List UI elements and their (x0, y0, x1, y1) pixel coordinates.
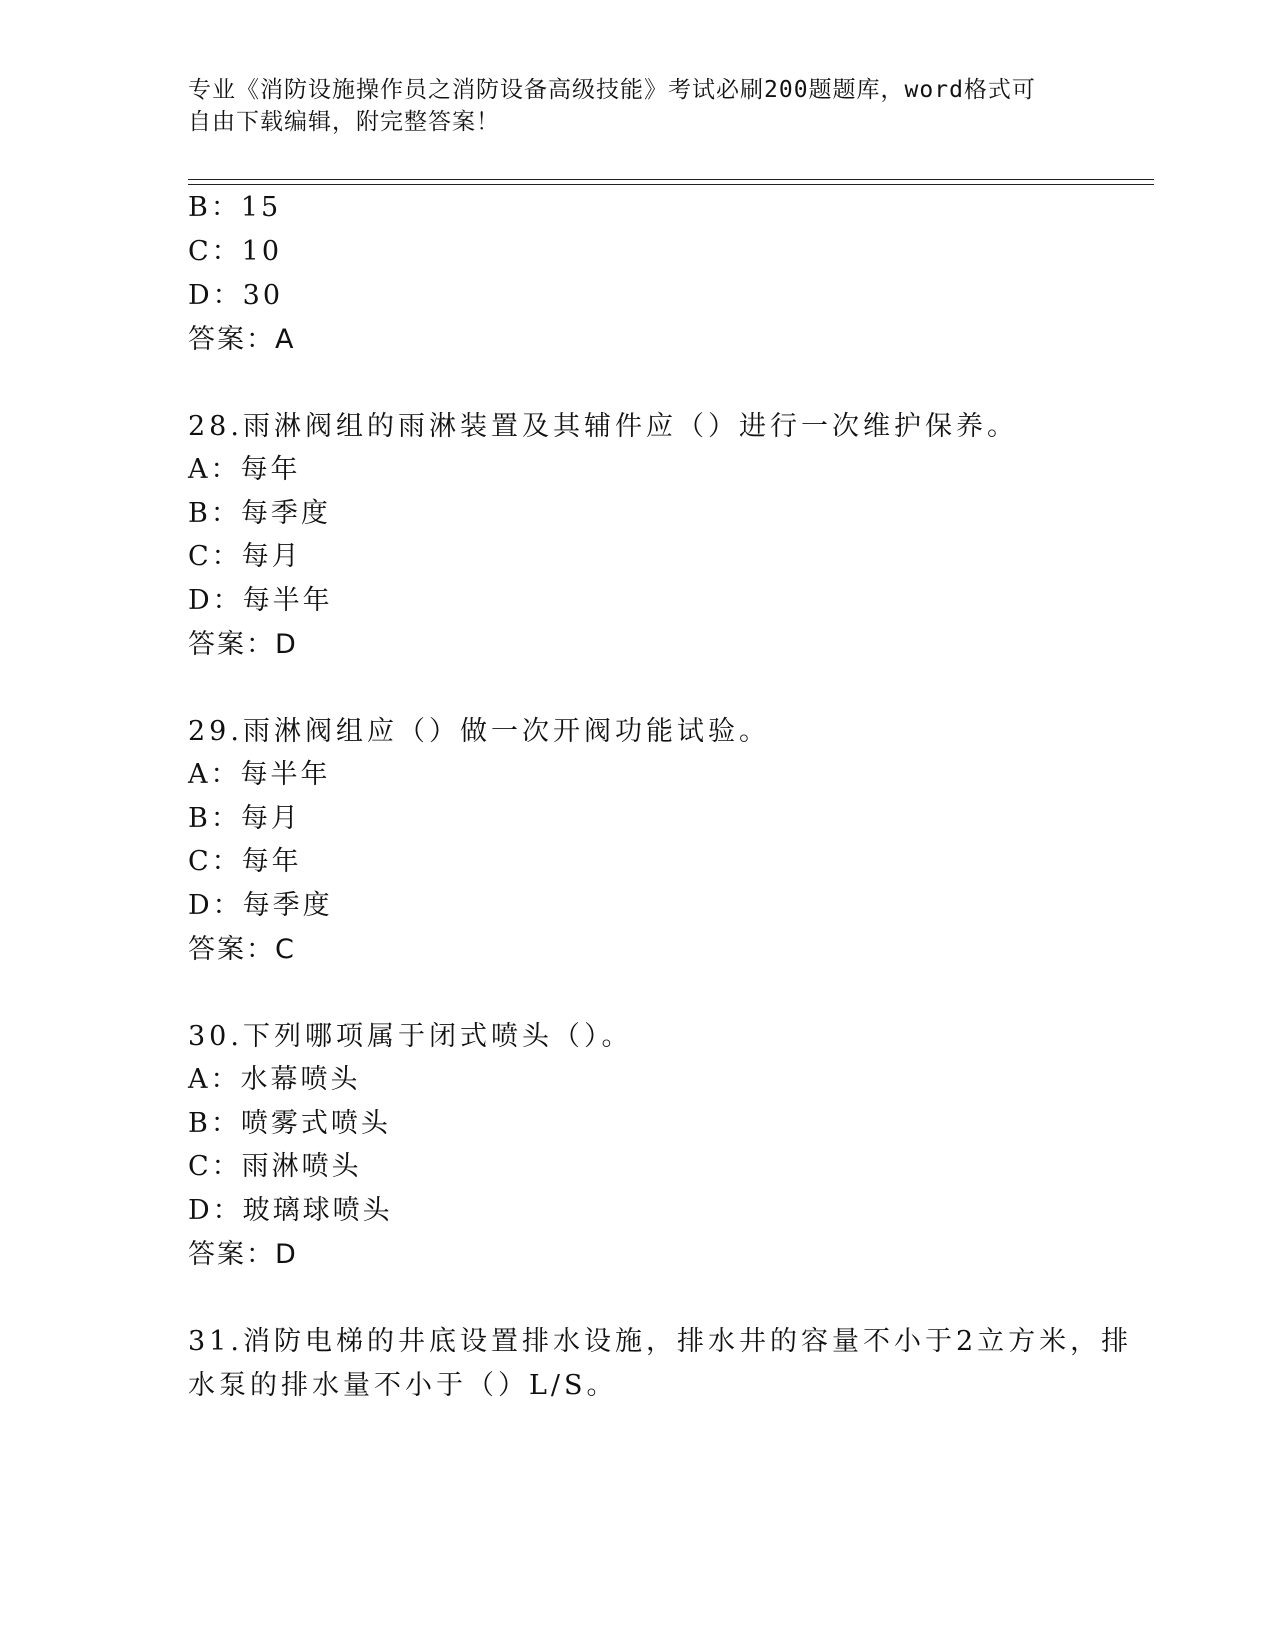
q29-answer: 答案：C (188, 934, 296, 965)
q29-option-a: A：每半年 (188, 759, 331, 790)
q29-option-b: B：每月 (188, 803, 301, 834)
q27-option-d: D：30 (188, 280, 284, 311)
q28-option-a: A：每年 (188, 454, 301, 485)
header-line-2: 自由下载编辑，附完整答案！ (188, 109, 500, 135)
q30-answer: 答案：D (188, 1239, 298, 1270)
q30-option-a: A：水幕喷头 (188, 1064, 361, 1095)
q28-option-d: D：每半年 (188, 585, 333, 616)
q28-answer: 答案：D (188, 629, 298, 660)
q27-option-c: C：10 (188, 236, 283, 267)
q30-option-d: D：玻璃球喷头 (188, 1195, 393, 1226)
q31-question-line-2: 水泵的排水量不小于（）L/S。 (188, 1370, 618, 1401)
q29-option-c: C：每年 (188, 846, 302, 877)
q28-option-c: C：每月 (188, 541, 302, 572)
q30-question: 30.下列哪项属于闭式喷头（）。 (188, 1021, 633, 1052)
q30-option-b: B：喷雾式喷头 (188, 1108, 391, 1139)
q31-question-line-1: 31.消防电梯的井底设置排水设施，排水井的容量不小于2立方米，排 (188, 1326, 1133, 1357)
header-divider-top (188, 179, 1154, 180)
header-line-1: 专业《消防设施操作员之消防设备高级技能》考试必刷200题题库，word格式可 (188, 77, 1036, 103)
q29-option-d: D：每季度 (188, 890, 333, 921)
q30-option-c: C：雨淋喷头 (188, 1151, 362, 1182)
q29-question: 29.雨淋阀组应（）做一次开阀功能试验。 (188, 716, 770, 747)
header-divider-bottom (188, 184, 1154, 185)
page-header (188, 74, 1088, 138)
q27-answer: 答案：A (188, 324, 296, 355)
q28-question: 28.雨淋阀组的雨淋装置及其辅件应（）进行一次维护保养。 (188, 411, 1018, 442)
q27-option-b: B：15 (188, 192, 282, 223)
q28-option-b: B：每季度 (188, 498, 331, 529)
